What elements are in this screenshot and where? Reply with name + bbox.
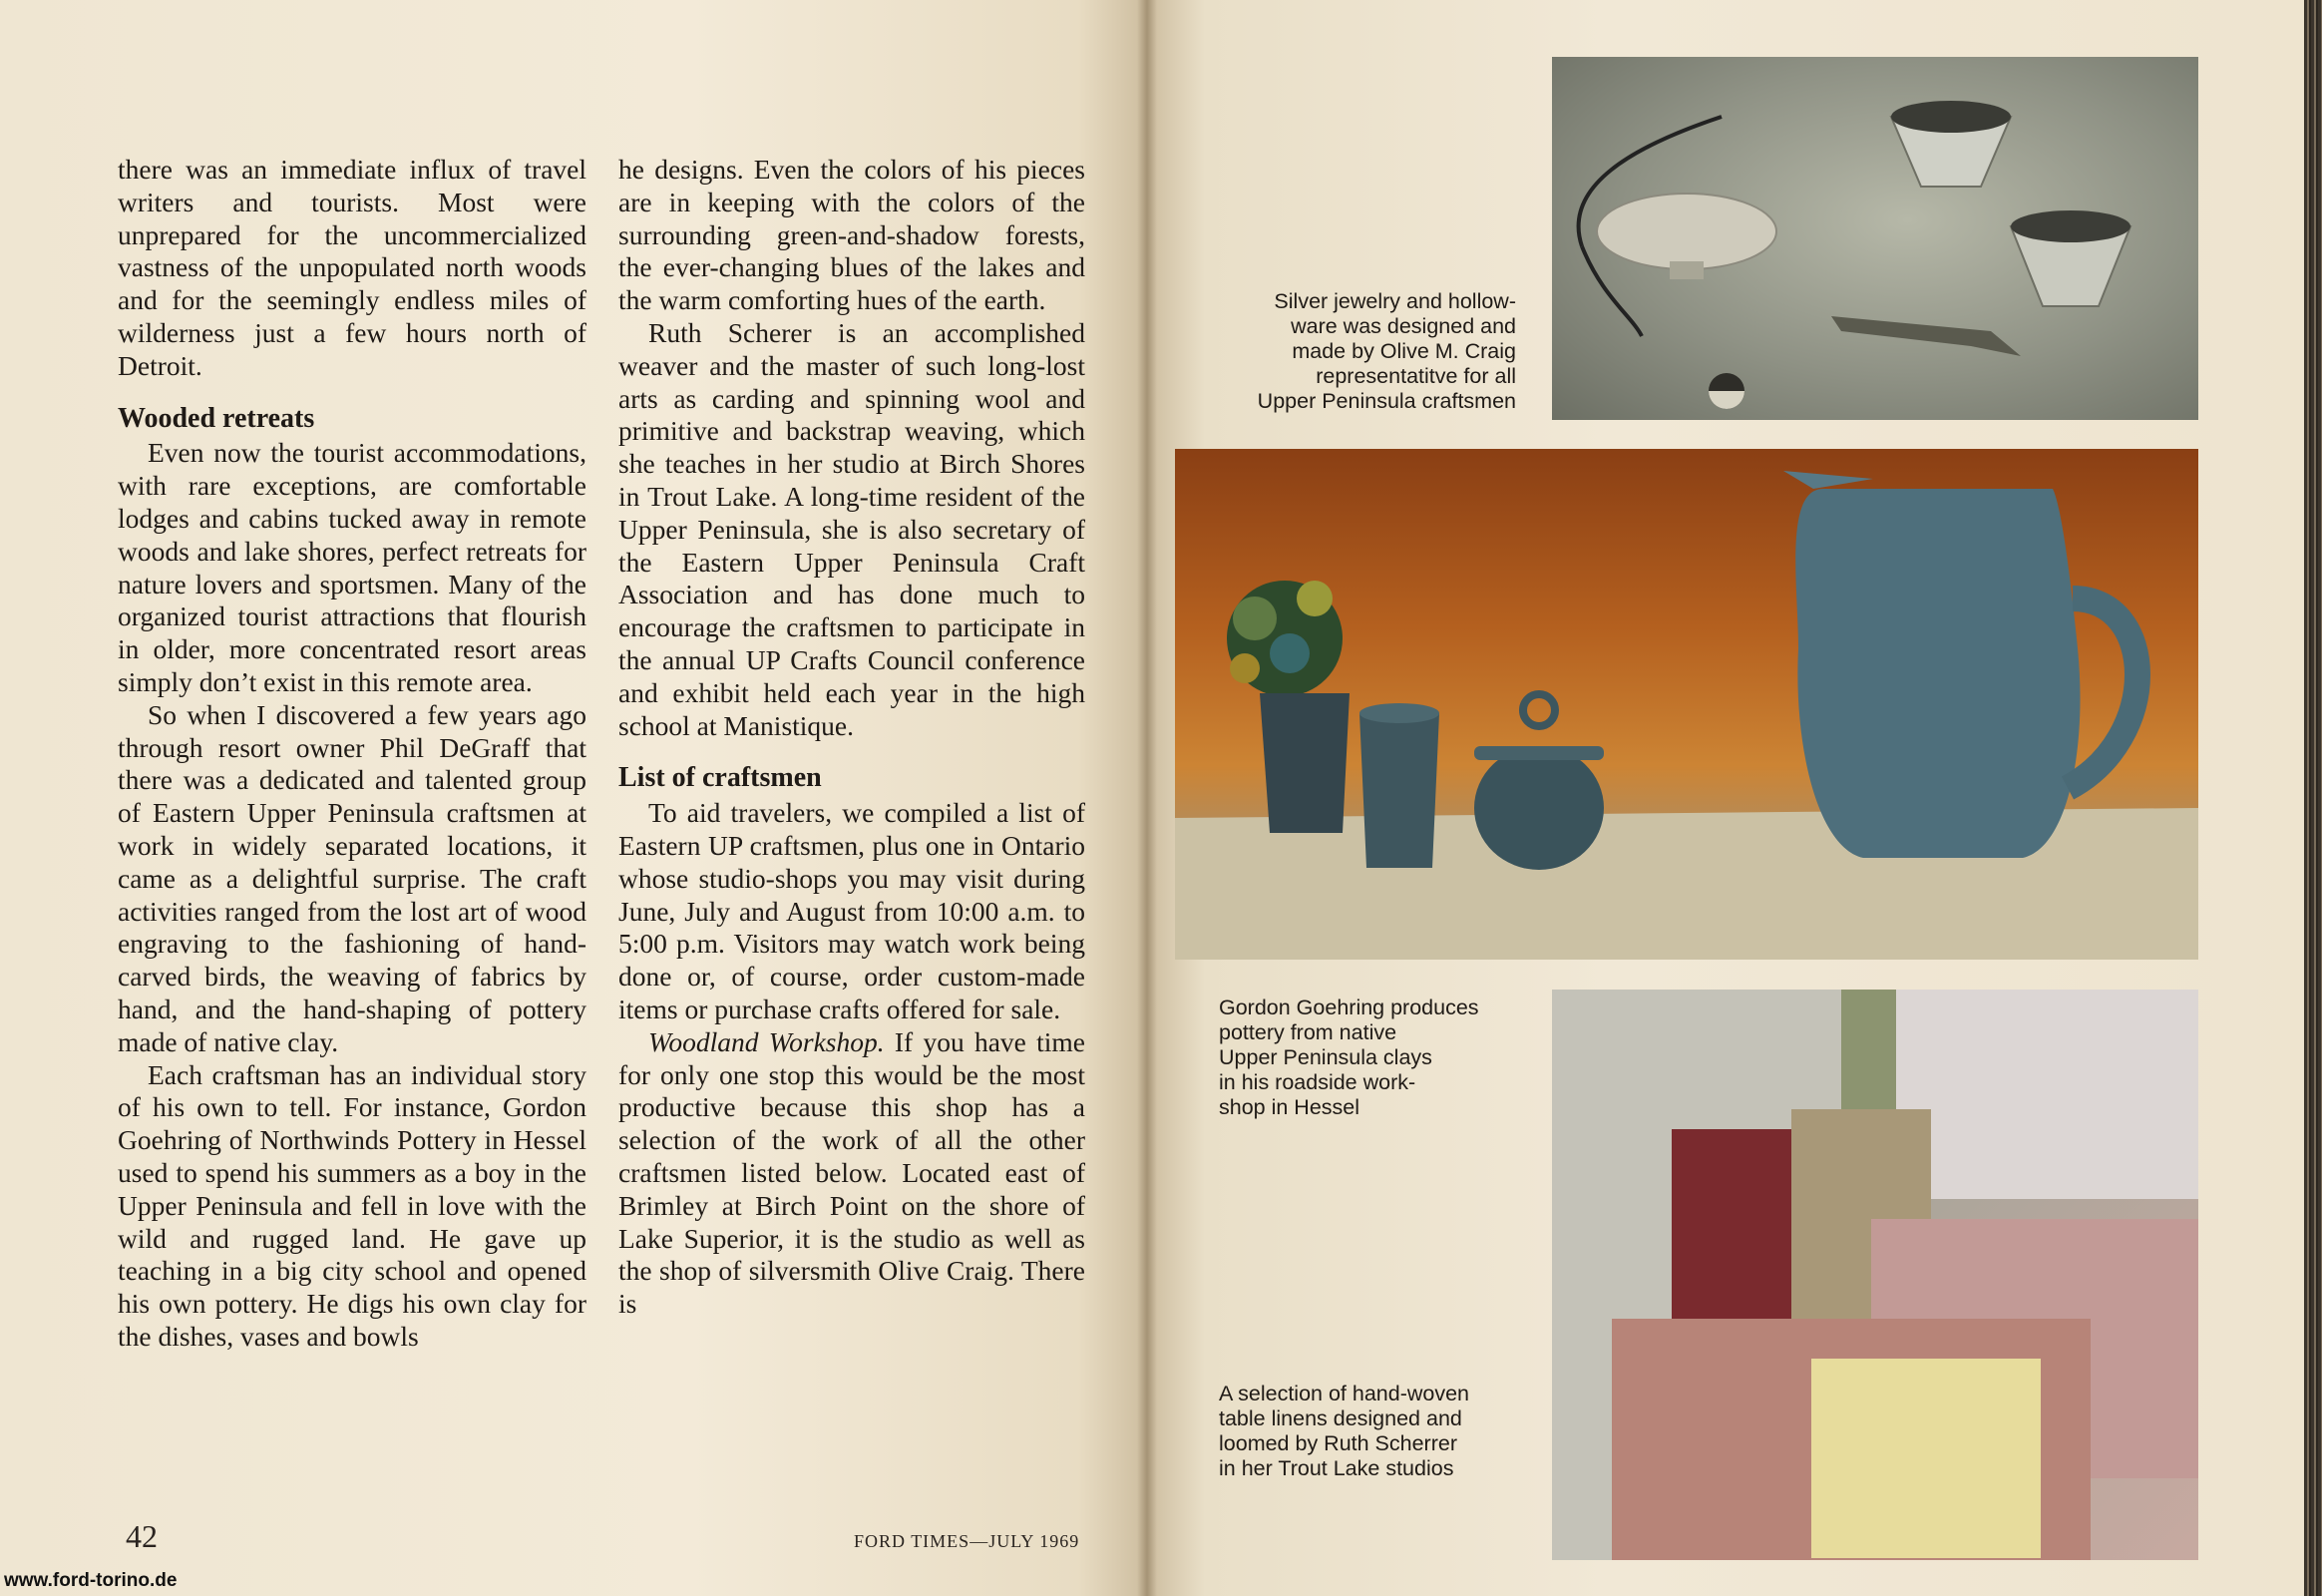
caption-line: in her Trout Lake studios [1219, 1456, 1454, 1480]
silver-jewelry-photo [1552, 57, 2198, 420]
paragraph: Each craftsman has an individual story of his own to tell. For instance, Gordon Goehring of Northwinds Pottery in Hessel used to spend his summers as a boy in the Upper Peninsula and fell in love with the wild and rugged land. He gave up teaching in a big city school and opened his own pottery. He digs his own clay for the dishes, vases and bowls [118, 1058, 586, 1352]
caption-line: Gordon Goehring produces [1219, 996, 1479, 1019]
caption-line: table linens designed and [1219, 1406, 1462, 1430]
pottery-illustration [1175, 449, 2198, 960]
caption-line: ware was designed and [1291, 314, 1516, 338]
caption-line: pottery from native [1219, 1020, 1397, 1044]
caption-line: loomed by Ruth Scherrer [1219, 1431, 1457, 1455]
caption-line: Upper Peninsula craftsmen [1257, 389, 1516, 413]
paragraph: Ruth Scherer is an accomplished weaver and the master of such long-lost arts as carding and spinning wool and primitive and backstrap weaving, which she teaches in her studio at Birch Shores in Trout Lake. A long-time resident of the Upper Peninsula, she is also secretary of the Eastern Upper Peninsula Craft Association and has done much to encourage the craftsmen to participate in the annual UP Crafts Council conference and exhibit held each year in the high school at Manistique. [618, 316, 1085, 741]
page-number: 42 [126, 1518, 158, 1554]
caption-line: representatitve for all [1316, 364, 1516, 388]
caption-line: in his roadside work- [1219, 1070, 1416, 1094]
text-column-2 [618, 154, 1085, 1321]
jewelry-caption [1187, 289, 1516, 414]
paragraph: he designs. Even the colors of his pieces are in keeping with the colors of the surrounding green-and-shadow forests, the ever-changing blues of the lakes and the warm comforting hues of the earth. [618, 154, 1085, 316]
pottery-photo [1175, 449, 2198, 960]
paragraph: there was an immediate influx of travel writers and tourists. Most were unprepared for the uncommercialized vastness of the unpopulated north woods and for the seemingly endless miles of wilderness just a few hours north of Detroit. [118, 154, 586, 381]
paragraph: To aid travelers, we compiled a list of Eastern UP craftsmen, plus one in Ontario whose studio-shops you may visit during June, July and August from 10:00 a.m. to 5:00 p.m. Visitors may watch work being done or, of course, order custom-made items or purchase crafts offered for sale. [618, 797, 1085, 1024]
table-linens-photo [1552, 990, 2198, 1560]
caption-line: shop in Hessel [1219, 1095, 1360, 1119]
paragraph: So when I discovered a few years ago through resort owner Phil DeGraff that there was a dedicated and talented group of Eastern Upper Peninsula craftsmen at work in widely separated locations, it came as a delightful surprise. The craft activities ranged from the lost art of wood engraving to the fashioning of hand-carved birds, the weaving of fabrics by hand, and the hand-shaping of pottery made of native clay. [118, 698, 586, 1057]
paragraph: Even now the tourist accommodations, with rare exceptions, are comfortable lodges and cabins tucked away in remote woods and lake shores, perfect retreats for nature lovers and sportsmen. Many of the organized tourist attractions that flourish in older, more concentrated resort areas simply don’t exist in this remote area. [118, 437, 586, 697]
watermark: www.ford-torino.de [4, 1570, 178, 1591]
text-column-1 [118, 154, 586, 1354]
section-heading: List of craftsmen [618, 762, 822, 794]
caption-line: made by Olive M. Craig [1292, 339, 1516, 363]
section-heading: Wooded retreats [118, 402, 315, 434]
page-edges [2304, 0, 2322, 1596]
caption-line: A selection of hand-woven [1219, 1382, 1469, 1405]
table-linens-illustration [1552, 990, 2198, 1560]
caption-line: Upper Peninsula clays [1219, 1045, 1432, 1069]
page-footer: FORD TIMES—JULY 1969 [854, 1531, 1080, 1551]
italic-lead: Woodland Workshop. [648, 1025, 885, 1057]
silver-jewelry-illustration [1552, 57, 2198, 420]
pottery-caption [1219, 996, 1548, 1120]
paragraph: Woodland Workshop. If you have time for only one stop this would be the most productive because this shop has a selection of the work of all the other craftsmen listed below. Located east of Brimley at Birch Point on the shore of Lake Superior, it is the studio as well as the shop of silversmith Olive Craig. There is [618, 1025, 1085, 1320]
caption-line: Silver jewelry and hollow- [1274, 289, 1516, 313]
linens-caption [1219, 1382, 1548, 1481]
book-gutter [1137, 0, 1157, 1596]
